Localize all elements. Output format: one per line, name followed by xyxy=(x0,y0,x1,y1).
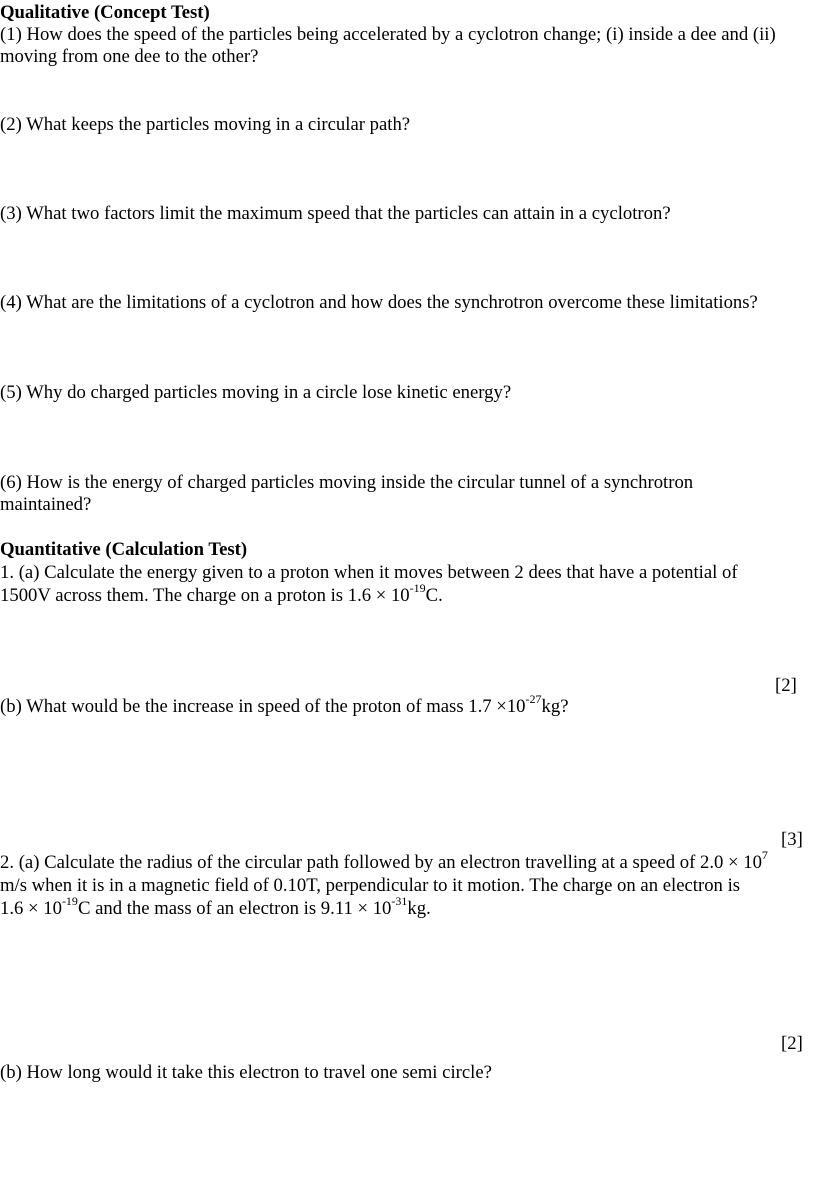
question-5: (5) Why do charged particles moving in a circle lose kinetic energy? xyxy=(0,382,512,403)
calc-1b-exponent: -27 xyxy=(525,691,542,706)
calc-1b xyxy=(0,691,569,718)
calc-2a-line-1 xyxy=(0,847,768,874)
question-2: (2) What keeps the particles moving in a circular path? xyxy=(0,114,411,135)
calc-2a-mass-text: C and the mass of an electron is 9.11 × 10 xyxy=(77,898,392,919)
calc-1b-unit: kg? xyxy=(541,696,569,717)
calc-2a-marks: [2] xyxy=(781,1033,803,1054)
calc-1b-marks: [3] xyxy=(781,829,803,850)
calc-2a-mass-unit: kg. xyxy=(407,898,431,919)
calc-2b: (b) How long would it take this electron to travel one semi circle? xyxy=(0,1062,492,1083)
question-1-line-1: (1) How does the speed of the particles being accelerated by a cyclotron change; (i) inside a dee and (ii) xyxy=(0,24,776,45)
calc-1a-text: 1500V across them. The charge on a proton is 1.6 × 10 xyxy=(0,585,410,606)
calc-1a-exponent: -19 xyxy=(409,580,426,595)
calc-2a-mass-exponent: -31 xyxy=(391,893,408,908)
quantitative-heading: Quantitative (Calculation Test) xyxy=(0,539,248,560)
question-3: (3) What two factors limit the maximum speed that the particles can attain in a cyclotron? xyxy=(0,203,671,224)
calc-2a-line-3 xyxy=(0,893,431,920)
calc-1a-unit: C. xyxy=(425,585,443,606)
calc-1b-text: (b) What would be the increase in speed of the proton of mass 1.7 ×10 xyxy=(0,696,526,717)
qualitative-heading: Qualitative (Concept Test) xyxy=(0,2,210,23)
question-4: (4) What are the limitations of a cyclotron and how does the synchrotron overcome these limitations? xyxy=(0,292,758,313)
question-6-line-1: (6) How is the energy of charged particles moving inside the circular tunnel of a synchrotron xyxy=(0,472,694,493)
calc-1a-line-2 xyxy=(0,580,443,607)
calc-2a-line-2: m/s when it is in a magnetic field of 0.10T, perpendicular to it motion. The charge on an electron is xyxy=(0,875,741,896)
calc-1a-marks: [2] xyxy=(775,675,797,696)
calc-2a-exponent: 7 xyxy=(761,847,768,862)
calc-2a-charge: 1.6 × 10 xyxy=(0,898,62,919)
calc-2a-charge-exponent: -19 xyxy=(61,893,78,908)
question-6-line-2: maintained? xyxy=(0,494,92,515)
calc-2a-text: 2. (a) Calculate the radius of the circular path followed by an electron travelling at a speed of 2.0 × 10 xyxy=(0,852,762,873)
calc-1a-line-1: 1. (a) Calculate the energy given to a proton when it moves between 2 dees that have a potential of xyxy=(0,562,738,583)
question-1-line-2: moving from one dee to the other? xyxy=(0,46,259,67)
